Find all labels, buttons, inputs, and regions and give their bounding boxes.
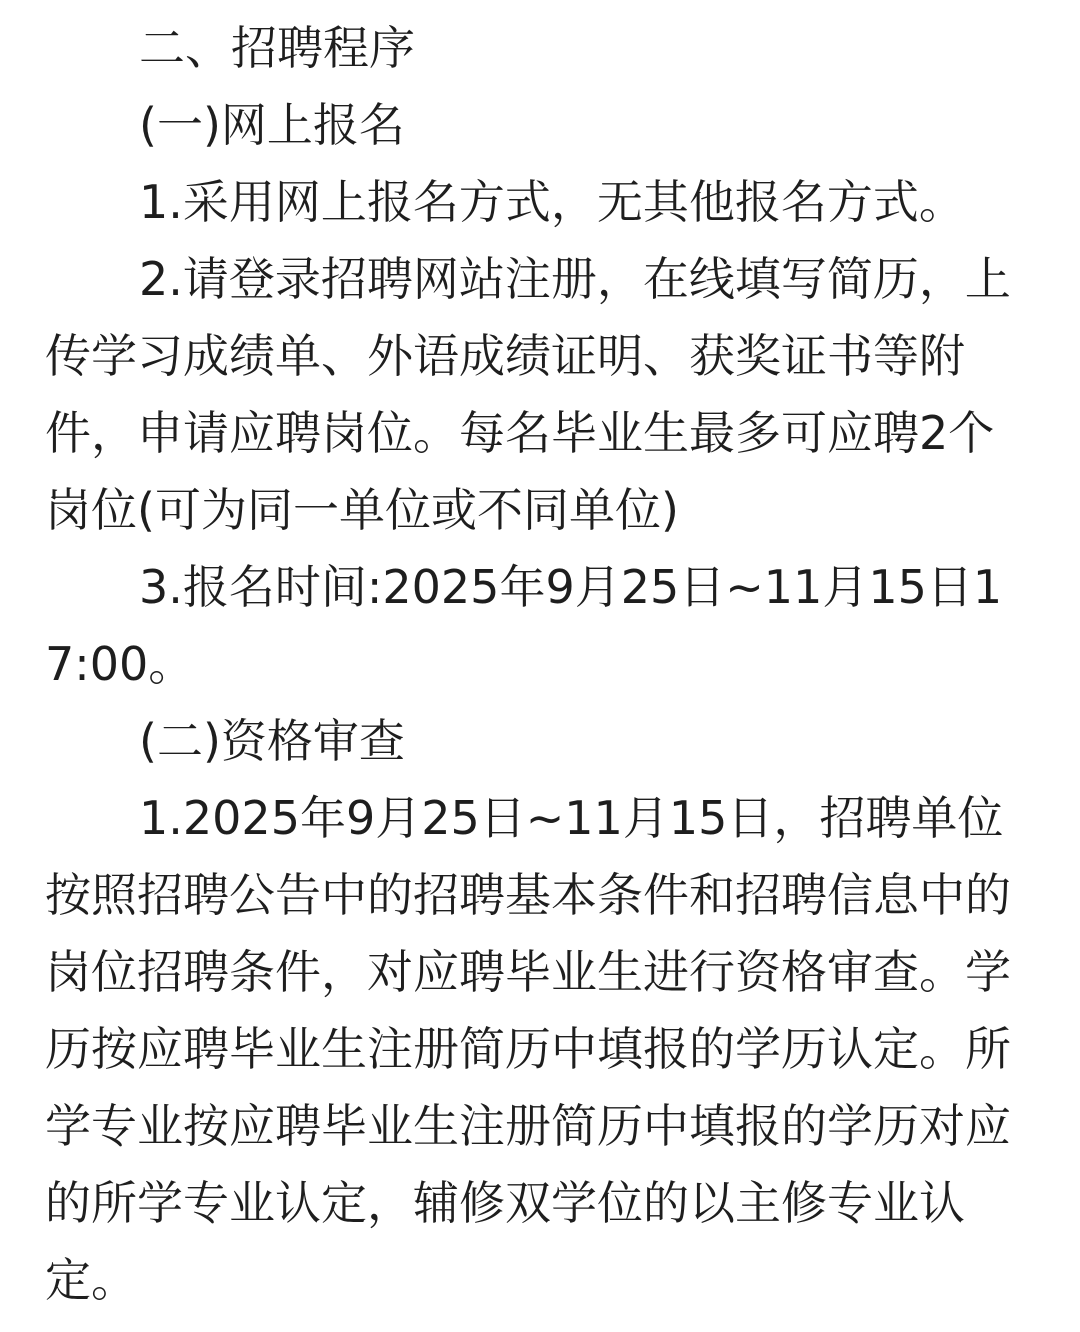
paragraph-registration-steps: 2.请登录招聘网站注册，在线填写简历，上传学习成绩单、外语成绩证明、获奖证书等附件，申请应聘岗位。每名毕业生最多可应聘2个岗位(可为同一单位或不同单位): [45, 252, 1011, 537]
document-body: [45, 10, 1040, 1319]
subsection-heading-qualification-review: (二)资格审查: [139, 714, 405, 768]
paragraph-qualification-review: 1.2025年9月25日~11月15日，招聘单位按照招聘公告中的招聘基本条件和招聘信息中的岗位招聘条件，对应聘毕业生进行资格审查。学历按应聘毕业生注册简历中填报的学历认定。所学专业按应聘毕业生注册简历中填报的学历对应的所学专业认定，辅修双学位的以主修专业认定。: [45, 791, 1011, 1307]
paragraph-registration-time: 3.报名时间:2025年9月25日~11月15日17:00。: [45, 560, 1003, 691]
paragraph-registration-method: 1.采用网上报名方式，无其他报名方式。: [139, 175, 965, 229]
subsection-heading-online-registration: (一)网上报名: [139, 98, 405, 152]
section-heading-recruitment-procedure: 二、招聘程序: [139, 21, 415, 75]
